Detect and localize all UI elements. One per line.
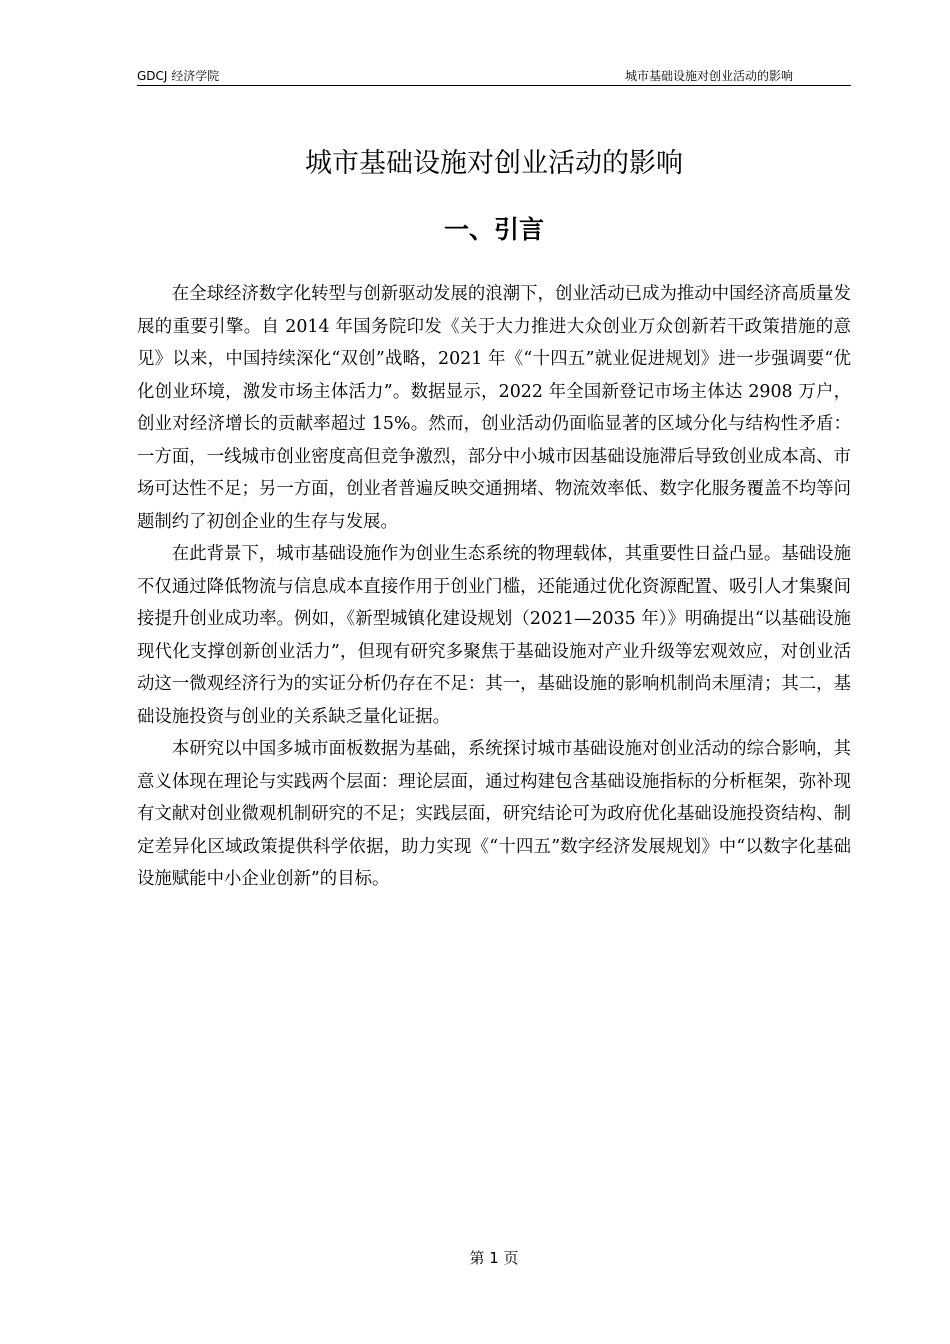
page-number: 第 1 页 <box>469 1249 519 1267</box>
paragraph-3: 本研究以中国多城市面板数据为基础，系统探讨城市基础设施对创业活动的综合影响，其意义体现在理论与实践两个层面：理论层面，通过构建包含基础设施指标的分析框架，弥补现有文献对创业微观机制研究的不足；实践层面，研究结论可为政府优化基础设施投资结构、制定差异化区域政策提供科学依据，助力实现《“十四五”数字经济发展规划》中“以数字化基础设施赋能中小企业创新”的目标。 <box>137 739 851 889</box>
document-title: 城市基础设施对创业活动的影响 <box>305 148 683 179</box>
paragraph-1: 在全球经济数字化转型与创新驱动发展的浪潮下，创业活动已成为推动中国经济高质量发展的重要引擎。自 2014 年国务院印发《关于大力推进大众创业万众创新若干政策措施的意见》以来，中国持续深化“双创”战略，2021 年《“十四五”就业促进规划》进一步强调要“优化创业环境，激发市场主体活力”。数据显示，2022 年全国新登记市场主体达 2908 万户，创业对经济增长的贡献率超过 15%。然而，创业活动仍面临显著的区域分化与结构性矛盾：一方面，一线城市创业密度高但竞争激烈，部分中小城市因基础设施滞后导致创业成本高、市场可达性不足；另一方面，创业者普遍反映交通拥堵、物流效率低、数字化服务覆盖不均等问题制约了初创企业的生存与发展。 <box>137 284 851 532</box>
body-text <box>137 278 851 896</box>
paragraph-2: 在此背景下，城市基础设施作为创业生态系统的物理载体，其重要性日益凸显。基础设施不仅通过降低物流与信息成本直接作用于创业门槛，还能通过优化资源配置、吸引人才集聚间接提升创业成功率。例如，《新型城镇化建设规划（2021—2035 年）》明确提出“以基础设施现代化支撑创新创业活力”，但现有研究多聚焦于基础设施对产业升级等宏观效应，对创业活动这一微观经济行为的实证分析仍存在不足：其一，基础设施的影响机制尚未厘清；其二，基础设施投资与创业的关系缺乏量化证据。 <box>137 544 851 727</box>
section-heading: 一、引言 <box>443 215 544 244</box>
header-running-title: 城市基础设施对创业活动的影响 <box>624 69 793 83</box>
page-header <box>137 68 851 86</box>
header-institution: GDCJ 经济学院 <box>137 69 220 83</box>
